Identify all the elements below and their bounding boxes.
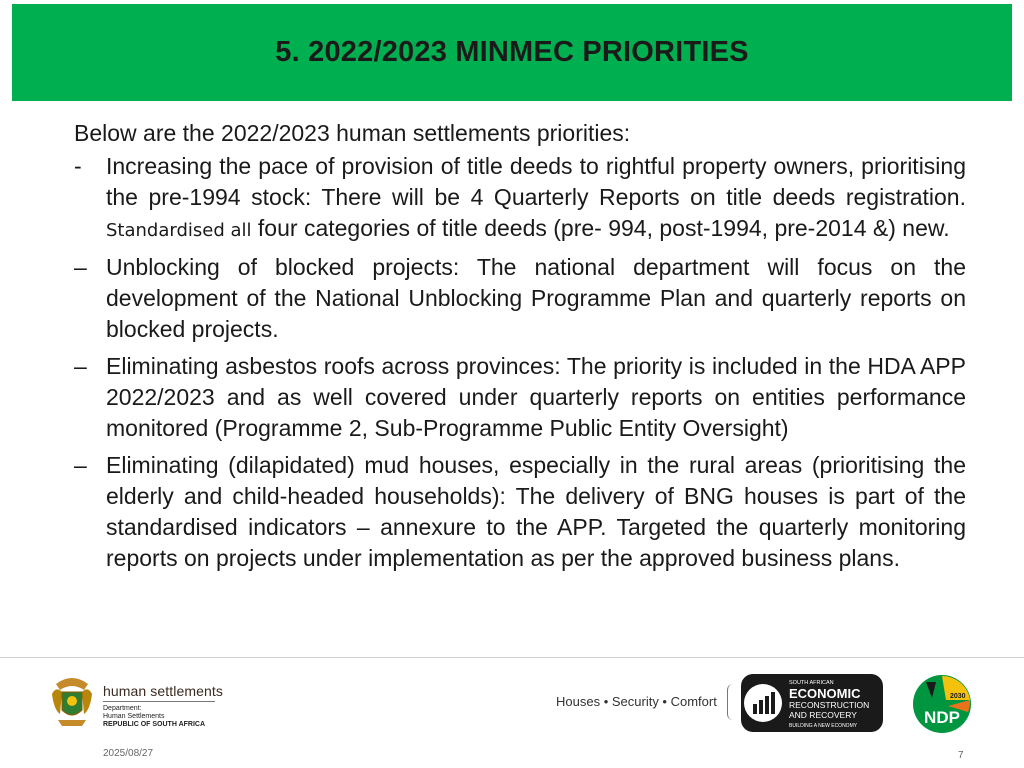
item-text-inline: Standardised all xyxy=(106,220,252,241)
item-text: Eliminating (dilapidated) mud houses, especially in the rural areas (prioritising the elderly and child-headed households): The delivery of BNG houses is part of the standardised indicators – annexure to the APP. Targeted the quarterly monitoring reports on projects under implementation as per the approved business plans. xyxy=(106,452,966,571)
item-text: Unblocking of blocked projects: The national department will focus on the development of the National Unblocking Programme Plan and quarterly reports on blocked projects. xyxy=(106,254,966,342)
slide-title: 5. 2022/2023 MINMEC PRIORITIES xyxy=(275,36,749,68)
decorative-bracket xyxy=(727,684,734,720)
ndp-2030-logo xyxy=(912,674,972,734)
intro-text: Below are the 2022/2023 human settlements priorities: xyxy=(74,120,631,146)
slide-date: 2025/08/27 xyxy=(103,748,154,759)
department-line: Human Settlements xyxy=(103,713,165,720)
bullet-marker: - xyxy=(74,153,82,179)
econ-text: BUILDING A NEW ECONOMY xyxy=(789,723,858,729)
econ-text: ECONOMIC xyxy=(789,686,861,701)
coat-of-arms-icon xyxy=(48,674,96,730)
title-banner xyxy=(12,4,1012,101)
econ-text: SOUTH AFRICAN xyxy=(789,680,834,686)
bullet-marker: – xyxy=(74,353,87,379)
tagline: Houses • Security • Comfort xyxy=(556,694,717,709)
list-item xyxy=(74,252,966,345)
department-rule xyxy=(103,701,215,702)
page-number: 7 xyxy=(958,750,964,761)
bullet-marker: – xyxy=(74,452,87,478)
item-text: Eliminating asbestos roofs across provinces: The priority is included in the HDA APP 2022/2023 and as well covered under quarterly reports on entities performance monitored (Programme 2, Sub-Programme Public Entity Oversight) xyxy=(106,353,966,441)
department-name: human settlements xyxy=(103,683,223,699)
list-item xyxy=(74,351,966,444)
department-line: REPUBLIC OF SOUTH AFRICA xyxy=(103,721,206,728)
econ-text: RECONSTRUCTION xyxy=(789,700,870,710)
slide-body xyxy=(74,118,966,580)
list-item xyxy=(74,450,966,574)
econ-text: AND RECOVERY xyxy=(789,710,857,720)
priority-list xyxy=(74,151,966,574)
economic-recovery-logo xyxy=(741,674,883,732)
footer xyxy=(0,658,1024,768)
list-item xyxy=(74,151,966,246)
department-line: Department: xyxy=(103,705,142,712)
department-logo xyxy=(103,683,223,729)
ndp-year: 2030 xyxy=(950,693,966,700)
item-text: Increasing the pace of provision of title deeds to rightful property owners, prioritising the pre-1994 stock: There will be 4 Quarterly Reports on title deeds registration. xyxy=(106,153,966,210)
ndp-label: NDP xyxy=(924,708,960,727)
item-text-cont: four categories of title deeds (pre- 994, post-1994, pre-2014 &) new. xyxy=(251,215,950,241)
bullet-marker: – xyxy=(74,254,87,280)
